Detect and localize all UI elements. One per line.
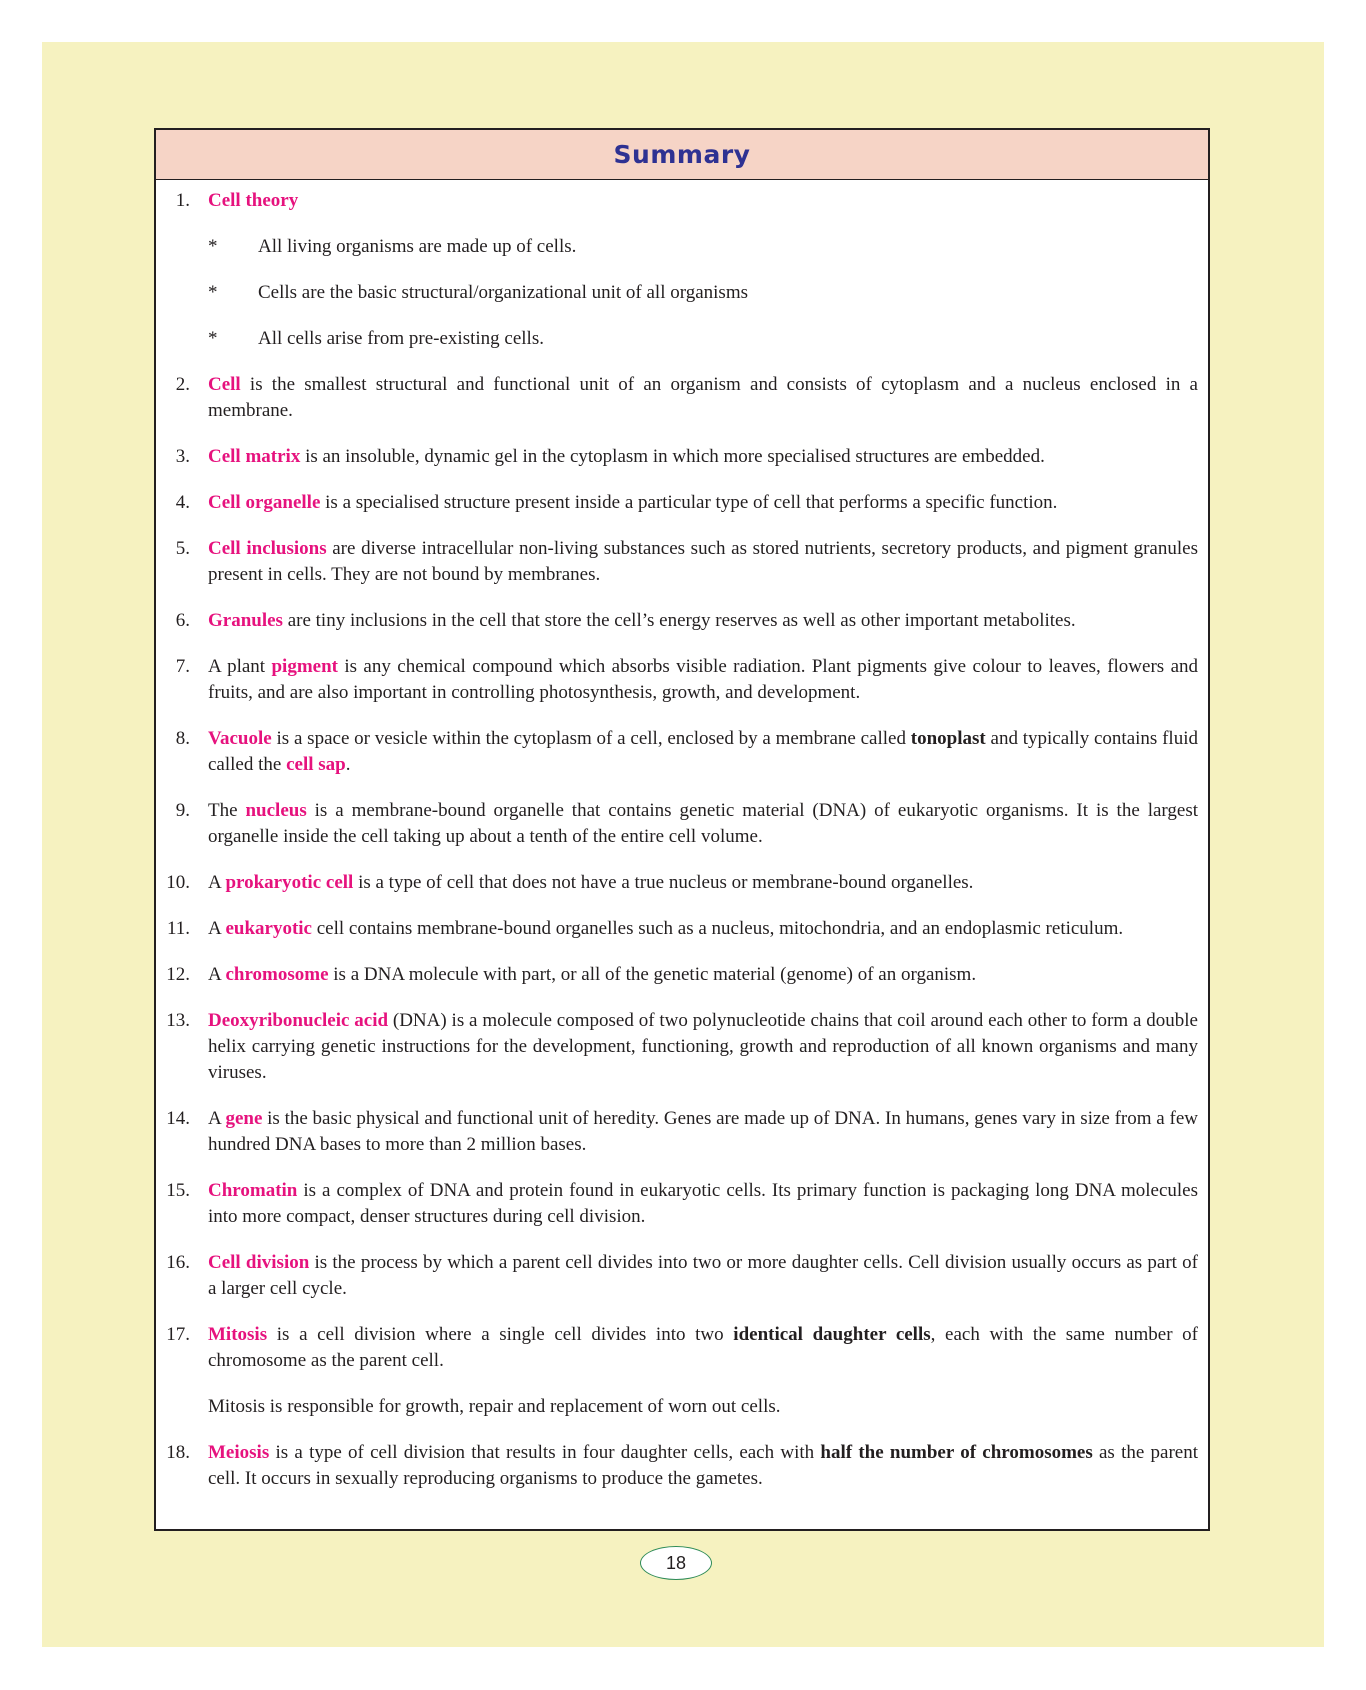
item-text: is the process by which a parent cell divides into two or more daughter cells. Cell division usually occurs as part of a larger cell cycle. xyxy=(208,1252,1198,1299)
keyword: prokaryotic cell xyxy=(225,872,354,893)
list-item xyxy=(156,916,1208,942)
item-prefix: A xyxy=(208,918,226,939)
keyword: nucleus xyxy=(245,800,307,821)
list-item xyxy=(156,1322,1208,1374)
item-text: is a type of cell division that results in four daughter cells, each with xyxy=(269,1442,821,1463)
list-item xyxy=(156,654,1208,706)
bold-term: half the number of chromosomes xyxy=(820,1442,1093,1463)
item-number: 1. xyxy=(175,190,190,211)
item-text: is any chemical compound which absorbs visible radiation. Plant pigments give colour to leaves, flowers and fruits, and are also important in controlling photosynthesis, growth, and development. xyxy=(208,656,1199,703)
item-text: and typically contains fluid called the xyxy=(208,728,1198,775)
paragraph: Mitosis is responsible for growth, repair and replacement of worn out cells. xyxy=(208,1396,781,1417)
item-text: is a complex of DNA and protein found in eukaryotic cells. Its primary function is packaging long DNA molecules into more compact, denser structures during cell division. xyxy=(208,1180,1198,1227)
item-text: is a space or vesicle within the cytoplasm of a cell, enclosed by a membrane called xyxy=(271,728,911,749)
item-text: cell contains membrane-bound organelles such as a nucleus, mitochondria, and an endoplasmic reticulum. xyxy=(311,918,1124,939)
list-item xyxy=(156,372,1208,424)
list-item xyxy=(156,490,1208,516)
item-number: 2. xyxy=(175,374,190,395)
list-item xyxy=(156,188,1208,214)
bullet-star: * xyxy=(208,282,218,303)
list-item xyxy=(156,962,1208,988)
item-number: 16. xyxy=(166,1252,190,1273)
item-number: 5. xyxy=(175,538,190,559)
item-text: as the parent cell. It occurs in sexually reproducing organisms to produce the gametes. xyxy=(208,1442,1199,1489)
keyword: Cell inclusions xyxy=(208,538,327,559)
list-item xyxy=(156,726,1208,778)
keyword: eukaryotic xyxy=(225,918,312,939)
bold-term: tonoplast xyxy=(910,728,986,749)
page-number: 18 xyxy=(640,1546,712,1580)
list-item xyxy=(156,608,1208,634)
keyword: Cell xyxy=(208,374,241,395)
summary-box xyxy=(154,128,1210,1531)
list-item xyxy=(156,1250,1208,1302)
list-item xyxy=(156,444,1208,470)
item-prefix: A xyxy=(208,964,226,985)
item-text: (DNA) is a molecule composed of two polynucleotide chains that coil around each other to form a double helix carrying genetic instructions for the development, functioning, growth and reproduction of all known organisms and many viruses. xyxy=(208,1010,1198,1083)
item-number: 18. xyxy=(166,1442,190,1463)
item-text: is a specialised structure present inside a particular type of cell that performs a specific function. xyxy=(320,492,1058,513)
summary-list xyxy=(156,180,1208,1492)
list-item xyxy=(156,536,1208,588)
bullet-item xyxy=(156,280,1208,306)
keyword: pigment xyxy=(271,656,338,677)
item-prefix: A xyxy=(208,872,226,893)
list-item xyxy=(156,798,1208,850)
bullet-star: * xyxy=(208,328,218,349)
keyword: Deoxyribonucleic acid xyxy=(208,1010,389,1031)
keyword: Cell theory xyxy=(208,190,299,211)
item-number: 13. xyxy=(166,1010,190,1031)
bullet-text: All living organisms are made up of cells. xyxy=(258,236,577,257)
item-number: 10. xyxy=(166,872,190,893)
item-prefix: A plant xyxy=(208,656,272,677)
item-number: 8. xyxy=(175,728,190,749)
item-text: is a DNA molecule with part, or all of the genetic material (genome) of an organism. xyxy=(328,964,977,985)
item-text: , each with the same number of chromosome as the parent cell. xyxy=(208,1324,1198,1371)
keyword: gene xyxy=(225,1108,263,1129)
bullet-star: * xyxy=(208,236,218,257)
bold-term: identical daughter cells xyxy=(733,1324,931,1345)
item-text: is a membrane-bound organelle that contains genetic material (DNA) of eukaryotic organisms. It is the largest organelle inside the cell taking up about a tenth of the entire cell volume. xyxy=(208,800,1198,847)
keyword: chromosome xyxy=(225,964,329,985)
item-number: 11. xyxy=(166,918,190,939)
item-prefix: A xyxy=(208,1108,226,1129)
keyword: Cell organelle xyxy=(208,492,321,513)
list-item xyxy=(156,1178,1208,1230)
keyword: Cell division xyxy=(208,1252,310,1273)
item-number: 17. xyxy=(166,1324,190,1345)
list-item xyxy=(156,1440,1208,1492)
item-number: 14. xyxy=(166,1108,190,1129)
keyword: cell sap xyxy=(286,754,346,775)
item-number: 12. xyxy=(166,964,190,985)
bullet-text: Cells are the basic structural/organizational unit of all organisms xyxy=(258,282,749,303)
list-item xyxy=(156,870,1208,896)
bullet-text: All cells arise from pre-existing cells. xyxy=(258,328,544,349)
item-text: is the basic physical and functional unit of heredity. Genes are made up of DNA. In humans, genes vary in size from a few hundred DNA bases to more than 2 million bases. xyxy=(208,1108,1198,1155)
item-number: 6. xyxy=(175,610,190,631)
item-text: are diverse intracellular non-living substances such as stored nutrients, secretory products, and pigment granules present in cells. They are not bound by membranes. xyxy=(208,538,1198,585)
item-text: is a cell division where a single cell divides into two xyxy=(267,1324,734,1345)
item-number: 9. xyxy=(175,800,190,821)
item-text: . xyxy=(345,754,351,775)
keyword: Mitosis xyxy=(208,1324,268,1345)
item-text: are tiny inclusions in the cell that store the cell’s energy reserves as well as other important metabolites. xyxy=(282,610,1076,631)
keyword: Chromatin xyxy=(208,1180,298,1201)
keyword: Granules xyxy=(208,610,283,631)
bullet-item xyxy=(156,326,1208,352)
page-background xyxy=(42,42,1324,1647)
item-text: is a type of cell that does not have a true nucleus or membrane-bound organelles. xyxy=(353,872,974,893)
list-item xyxy=(156,1106,1208,1158)
keyword: Cell matrix xyxy=(208,446,301,467)
item-number: 3. xyxy=(175,446,190,467)
summary-header xyxy=(156,130,1208,180)
item-number: 4. xyxy=(175,492,190,513)
item-text: is an insoluble, dynamic gel in the cytoplasm in which more specialised structures are embedded. xyxy=(300,446,1045,467)
summary-title: Summary xyxy=(613,140,751,169)
keyword: Meiosis xyxy=(208,1442,270,1463)
list-item xyxy=(156,1008,1208,1086)
item-prefix: The xyxy=(208,800,246,821)
keyword: Vacuole xyxy=(208,728,272,749)
bullet-item xyxy=(156,234,1208,260)
item-number: 7. xyxy=(175,656,190,677)
item-text: is the smallest structural and functional unit of an organism and consists of cytoplasm and a nucleus enclosed in a membrane. xyxy=(208,374,1198,421)
item-number: 15. xyxy=(166,1180,190,1201)
